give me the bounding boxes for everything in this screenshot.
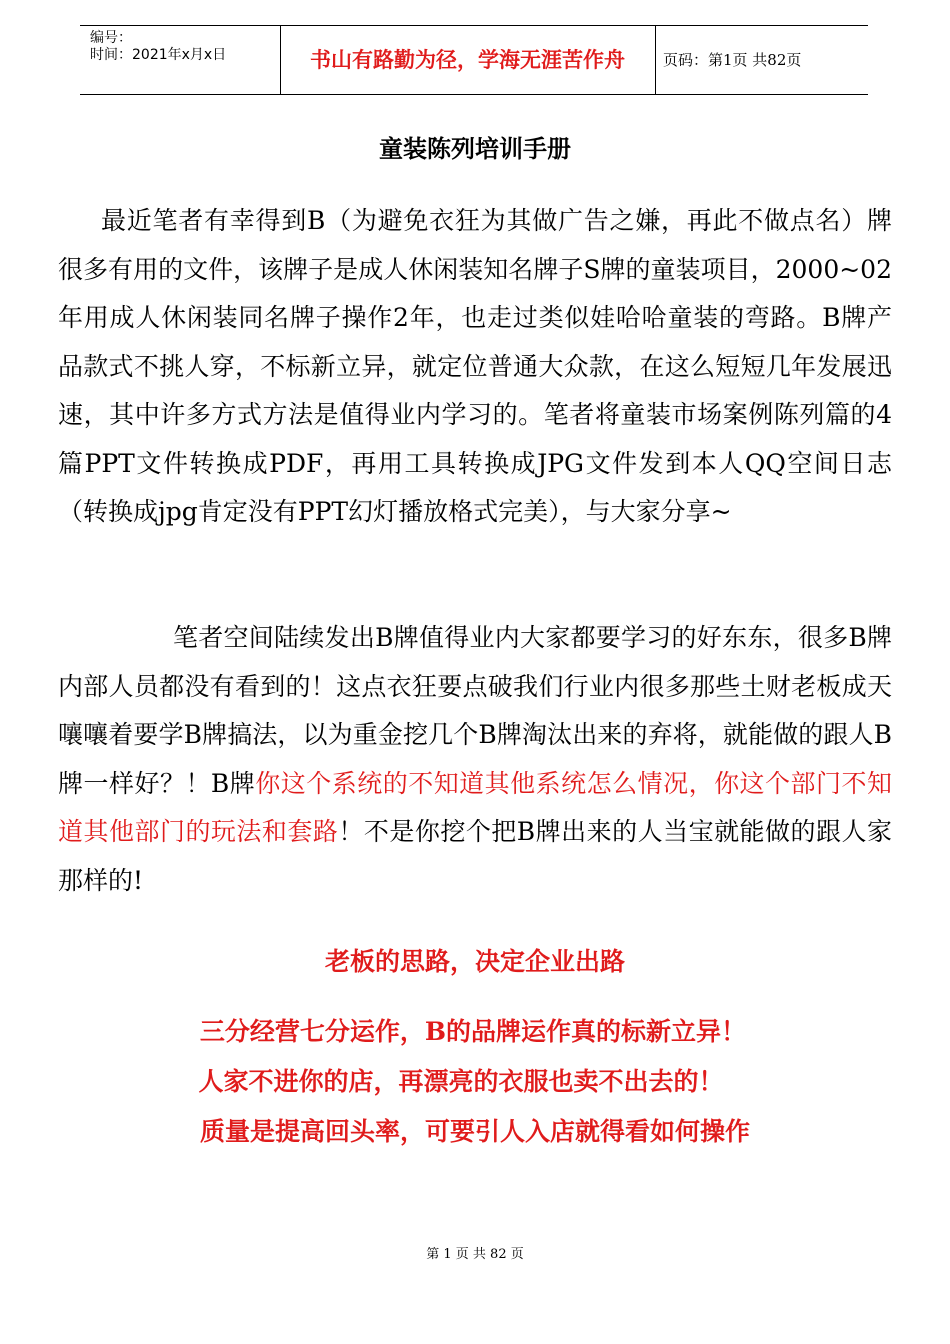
slogan-heading: 老板的思路，决定企业出路	[324, 947, 625, 976]
header-page-info: 页码：第1页 共82页	[663, 51, 802, 69]
paragraph-intro: 最近笔者有幸得到B（为避免衣狂为其做广告之嫌，再此不做点名）牌很多有用的文件，该牌子是成人休闲装知名牌子S牌的童装项目，2000~02年用成人休闲装同名牌子操作2年，也走过类似娃哈哈童装的弯路。B牌产品款式不挑人穿，不标新立异，就定位普通大众款，在这么短短几年发展迅速，其中许多方式方法是值得业内学习的。笔者将童装市场案例陈列篇的4篇PPT文件转换成PDF，再用工具转换成JPG文件发到本人QQ空间日志（转换成jpg肯定没有PPT幻灯播放格式完美），与大家分享~	[58, 206, 892, 526]
number-label: 编号：	[90, 30, 132, 46]
page-header	[80, 25, 868, 95]
slogan-line: 人家不进你的店，再漂亮的衣服也卖不出去的！	[198, 1067, 724, 1096]
paragraph-commentary-text: 笔者空间陆续发出B牌值得业内大家都要学习的好东东，很多B牌内部人员都没有看到的！这点衣狂要点破我们行业内很多那些土财老板成天嚷嚷着要学B牌搞法，以为重金挖几个B牌淘汰出来的弃将，就能做的跟人B牌一样好？！B牌	[58, 623, 892, 798]
paragraph-commentary-highlight: 你这个系统的不知道其他系统怎么情况，你这个部门不知道其他部门的玩法和套路	[58, 768, 892, 846]
page-footer: 第 1 页 共 82 页	[426, 1247, 524, 1262]
paragraph-commentary-ending: ！不是你挖个把B牌出来的人当宝就能做的跟人家那样的!	[58, 817, 892, 895]
paragraph-commentary	[58, 614, 892, 905]
header-meta	[90, 30, 226, 64]
header-divider	[655, 26, 656, 94]
document-title: 童装陈列培训手册	[379, 134, 571, 163]
slogan-line: 三分经营七分运作，B的品牌运作真的标新立异！	[199, 1017, 747, 1046]
slogan-line: 质量是提高回头率，可要引人入店就得看如何操作	[199, 1117, 750, 1146]
time-line: 时间：2021年x月x日	[90, 47, 227, 63]
header-motto: 书山有路勤为径，学海无涯苦作舟	[310, 47, 625, 72]
